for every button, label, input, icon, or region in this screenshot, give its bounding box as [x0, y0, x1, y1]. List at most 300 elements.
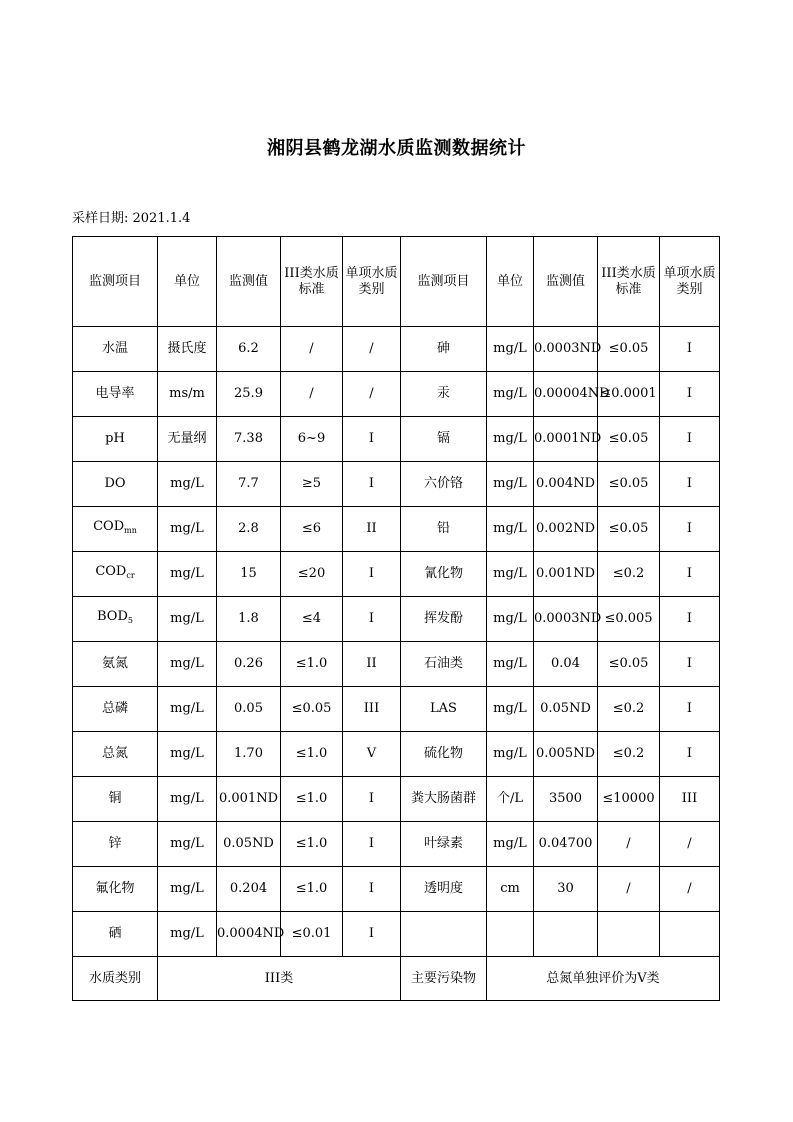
right-class-cell [660, 912, 720, 957]
right-unit-text: mg/L [493, 566, 527, 581]
right-class-text: I [686, 341, 693, 356]
right-unit-text: mg/L [493, 431, 527, 446]
right-value-cell [534, 417, 602, 462]
right-class-text: / [687, 881, 692, 896]
right-class-cell [660, 327, 720, 372]
right-standard-cell [598, 372, 660, 417]
right-value-text: 0.04700 [538, 836, 593, 851]
right-value-text: 0.005ND [535, 746, 595, 761]
right-class-text: I [686, 476, 693, 491]
left-item-text: DO [104, 476, 126, 491]
right-value-text: 0.00004ND [534, 386, 610, 401]
left-class-text: I [368, 881, 375, 896]
left-unit-cell [158, 822, 217, 867]
right-standard-cell [598, 687, 660, 732]
right-standard-text: ≤0.2 [612, 746, 645, 761]
left-item-subscript: cr [126, 571, 135, 580]
left-item-cell [73, 867, 158, 912]
right-class-cell [660, 732, 720, 777]
left-item-text: COD [95, 564, 127, 579]
left-unit-cell [158, 777, 217, 822]
left-standard-text: ≤1.0 [295, 746, 328, 761]
left-item-cell [73, 687, 158, 732]
left-value-text: 1.70 [234, 746, 263, 761]
left-class-cell [343, 327, 401, 372]
left-standard-cell [281, 597, 343, 642]
header-cell: III类水质标准 [598, 237, 660, 327]
right-item-text: 挥发酚 [423, 611, 463, 626]
left-item-cell [73, 642, 158, 687]
left-unit-cell [158, 867, 217, 912]
left-unit-text: mg/L [170, 701, 204, 716]
right-item-cell [401, 417, 487, 462]
left-value-cell [217, 687, 281, 732]
right-value-cell [534, 597, 602, 642]
left-item-cell [73, 327, 158, 372]
left-unit-text: mg/L [170, 836, 204, 851]
right-value-text: 0.002ND [535, 521, 595, 536]
right-item-cell [401, 642, 487, 687]
left-unit-cell [158, 507, 217, 552]
left-class-cell [343, 642, 401, 687]
right-item-cell [401, 777, 487, 822]
right-value-cell [534, 327, 602, 372]
right-class-text: I [686, 701, 693, 716]
table-row [73, 462, 720, 507]
right-standard-cell [598, 462, 660, 507]
left-item-cell [73, 462, 158, 507]
left-value-text: 7.7 [238, 476, 259, 491]
left-class-text: V [366, 746, 377, 761]
right-item-cell [401, 822, 487, 867]
left-class-cell [343, 507, 401, 552]
right-standard-text: ≤0.2 [612, 701, 645, 716]
left-unit-text: mg/L [170, 656, 204, 671]
left-standard-text: ≤0.01 [291, 926, 332, 941]
left-value-cell [217, 732, 281, 777]
left-value-cell [217, 867, 281, 912]
right-item-cell [401, 327, 487, 372]
left-standard-text: 6~9 [297, 431, 326, 446]
left-value-text: 2.8 [238, 521, 259, 536]
right-class-text: I [686, 566, 693, 581]
right-item-text: 六价铬 [423, 476, 463, 491]
right-item-cell [401, 867, 487, 912]
right-value-text: 0.004ND [535, 476, 595, 491]
left-value-text: 0.0004ND [217, 926, 285, 941]
left-standard-cell [281, 867, 343, 912]
left-value-text: 7.38 [234, 431, 263, 446]
right-class-text: I [686, 656, 693, 671]
table-row [73, 327, 720, 372]
right-value-cell [534, 822, 598, 867]
left-value-cell [217, 822, 281, 867]
table-row [73, 597, 720, 642]
left-value-text: 0.05ND [223, 836, 274, 851]
left-item-cell [73, 597, 158, 642]
left-unit-cell [158, 327, 217, 372]
left-unit-cell [158, 552, 217, 597]
right-class-cell [660, 372, 720, 417]
right-item-text: 镉 [436, 431, 450, 446]
left-value-cell [217, 597, 281, 642]
right-value-cell [534, 732, 598, 777]
right-standard-cell [598, 507, 660, 552]
left-unit-cell [158, 462, 217, 507]
left-item-cell [73, 732, 158, 777]
left-unit-cell [158, 642, 217, 687]
left-class-cell [343, 552, 401, 597]
right-class-cell [660, 777, 720, 822]
right-standard-text: ≤0.05 [608, 521, 649, 536]
right-unit-text: mg/L [493, 521, 527, 536]
right-unit-cell [487, 507, 534, 552]
water-quality-table [72, 236, 720, 1001]
left-value-text: 6.2 [238, 341, 259, 356]
right-standard-cell [598, 597, 660, 642]
right-value-text: 0.0001ND [534, 431, 602, 446]
right-unit-text: mg/L [493, 746, 527, 761]
right-value-cell [534, 912, 598, 957]
left-unit-cell [158, 687, 217, 732]
header-cell: 单项水质类别 [343, 237, 401, 327]
header-cell: 单项水质类别 [660, 237, 720, 327]
right-standard-text: ≤0.05 [608, 656, 649, 671]
table-row [73, 777, 720, 822]
left-standard-cell [281, 822, 343, 867]
left-item-cell [73, 912, 158, 957]
right-value-text: 0.001ND [535, 566, 595, 581]
left-class-cell [343, 462, 401, 507]
table-row [73, 507, 720, 552]
left-unit-cell [158, 417, 217, 462]
left-unit-text: mg/L [170, 476, 204, 491]
left-unit-text: mg/L [170, 746, 204, 761]
right-class-cell [660, 597, 720, 642]
left-class-text: II [366, 521, 377, 536]
right-class-text: I [686, 521, 693, 536]
left-standard-text: ≤1.0 [295, 881, 328, 896]
table-row [73, 552, 720, 597]
right-unit-cell [487, 462, 534, 507]
left-item-cell [73, 507, 158, 552]
left-class-text: / [369, 341, 374, 356]
left-class-text: III [363, 701, 380, 716]
right-class-cell [660, 552, 720, 597]
right-class-text: I [686, 431, 693, 446]
right-unit-text: mg/L [493, 836, 527, 851]
left-class-text: I [368, 791, 375, 806]
right-unit-text: mg/L [493, 386, 527, 401]
left-unit-text: ms/m [169, 386, 205, 401]
right-unit-cell [487, 732, 534, 777]
left-class-cell [343, 687, 401, 732]
left-item-text: 氨氮 [101, 656, 128, 671]
left-class-cell [343, 912, 401, 957]
left-item-cell [73, 822, 158, 867]
right-item-text: LAS [430, 701, 457, 716]
left-value-text: 15 [240, 566, 257, 581]
right-standard-text: ≤0.05 [608, 431, 649, 446]
left-value-text: 0.001ND [218, 791, 278, 806]
left-item-text: pH [105, 431, 125, 446]
left-standard-cell [281, 327, 343, 372]
right-standard-cell [598, 327, 660, 372]
left-value-cell [217, 642, 281, 687]
right-standard-text: ≤10000 [602, 791, 655, 806]
right-standard-cell [598, 867, 660, 912]
right-unit-cell [487, 552, 534, 597]
right-item-cell [401, 372, 487, 417]
left-standard-cell [281, 507, 343, 552]
left-standard-text: ≤0.05 [291, 701, 332, 716]
left-standard-text: ≤4 [301, 611, 322, 626]
right-value-cell [534, 642, 598, 687]
left-standard-text: / [309, 386, 314, 401]
right-value-cell [534, 777, 598, 822]
left-item-cell [73, 777, 158, 822]
left-class-cell [343, 372, 401, 417]
right-standard-text: ≤0.05 [608, 476, 649, 491]
left-standard-text: / [309, 341, 314, 356]
water-class-value: III类 [158, 957, 401, 1001]
left-unit-text: mg/L [170, 881, 204, 896]
right-standard-cell [598, 777, 660, 822]
left-value-cell [217, 552, 281, 597]
header-cell: 监测值 [534, 237, 598, 327]
left-value-cell [217, 912, 285, 957]
left-unit-text: mg/L [170, 926, 204, 941]
table-body [73, 237, 720, 957]
right-unit-text: mg/L [493, 701, 527, 716]
left-class-cell [343, 867, 401, 912]
left-class-text: I [368, 566, 375, 581]
main-pollutant-value: 总氮单独评价为V类 [487, 957, 720, 1001]
right-value-text: 30 [557, 881, 574, 896]
header-cell: 单位 [487, 237, 534, 327]
left-class-text: I [368, 431, 375, 446]
right-unit-text: cm [500, 881, 520, 896]
right-standard-cell [598, 642, 660, 687]
left-item-text: 硒 [108, 926, 122, 941]
right-item-cell [401, 507, 487, 552]
right-item-cell [401, 912, 487, 957]
right-standard-cell [598, 912, 660, 957]
table-row [73, 732, 720, 777]
right-unit-text: mg/L [493, 476, 527, 491]
right-class-cell [660, 687, 720, 732]
table-header-row [73, 237, 720, 327]
right-standard-text: / [626, 881, 631, 896]
right-item-text: 铅 [436, 521, 450, 536]
right-unit-cell [487, 867, 534, 912]
right-value-text: 3500 [548, 791, 583, 806]
right-item-text: 砷 [436, 341, 450, 356]
right-standard-text: ≤0.05 [608, 341, 649, 356]
right-unit-cell [487, 372, 534, 417]
left-unit-cell [158, 912, 217, 957]
right-item-text: 透明度 [423, 881, 463, 896]
right-standard-text: ≤0.0001 [600, 386, 657, 401]
left-standard-text: ≤1.0 [295, 791, 328, 806]
right-class-text: III [681, 791, 698, 806]
right-class-text: I [686, 386, 693, 401]
right-value-text: 0.0003ND [534, 611, 602, 626]
right-standard-cell [598, 417, 660, 462]
right-unit-text: mg/L [493, 656, 527, 671]
left-value-cell [217, 417, 281, 462]
right-unit-cell [487, 327, 534, 372]
right-class-cell [660, 417, 720, 462]
left-item-cell [73, 552, 158, 597]
left-unit-text: 摄氏度 [167, 341, 207, 356]
left-standard-text: ≤6 [301, 521, 322, 536]
left-class-text: I [368, 926, 375, 941]
right-value-cell [534, 372, 610, 417]
left-item-text: 氟化物 [95, 881, 135, 896]
right-standard-cell [598, 732, 660, 777]
right-item-text: 硫化物 [423, 746, 463, 761]
header-cell: 监测项目 [73, 237, 158, 327]
right-value-cell [534, 552, 598, 597]
left-value-text: 0.05 [234, 701, 263, 716]
left-standard-text: ≥5 [301, 476, 322, 491]
left-class-cell [343, 597, 401, 642]
right-item-cell [401, 552, 487, 597]
table-row [73, 372, 720, 417]
right-unit-cell [487, 417, 534, 462]
right-class-cell [660, 642, 720, 687]
table-row [73, 822, 720, 867]
left-item-cell [73, 417, 158, 462]
left-unit-cell [158, 732, 217, 777]
right-item-cell [401, 732, 487, 777]
right-class-text: / [687, 836, 692, 851]
left-class-text: II [366, 656, 377, 671]
right-item-text: 汞 [436, 386, 450, 401]
right-standard-text: ≤0.005 [604, 611, 653, 626]
right-item-text: 氰化物 [423, 566, 463, 581]
left-standard-text: ≤1.0 [295, 656, 328, 671]
left-standard-cell [281, 372, 343, 417]
right-unit-cell [487, 777, 534, 822]
left-value-cell [217, 372, 281, 417]
left-item-text: COD [93, 519, 125, 534]
table-row [73, 867, 720, 912]
left-standard-cell [281, 777, 343, 822]
left-value-cell [217, 462, 281, 507]
right-unit-text: mg/L [493, 341, 527, 356]
main-pollutant-label: 主要污染物 [401, 957, 487, 1001]
left-standard-cell [281, 732, 343, 777]
left-item-cell [73, 372, 158, 417]
table-row [73, 417, 720, 462]
left-class-text: I [368, 836, 375, 851]
right-standard-text: ≤0.2 [612, 566, 645, 581]
right-value-cell [534, 867, 598, 912]
right-unit-text: mg/L [493, 611, 527, 626]
right-value-cell [534, 507, 598, 552]
right-value-text: 0.05ND [540, 701, 591, 716]
left-standard-cell [281, 552, 343, 597]
left-unit-text: mg/L [170, 521, 204, 536]
left-item-text: 锌 [108, 836, 122, 851]
left-value-cell [217, 507, 281, 552]
right-standard-cell [598, 822, 660, 867]
right-class-cell [660, 867, 720, 912]
left-item-subscript: 5 [127, 616, 133, 625]
right-standard-cell [598, 552, 660, 597]
right-value-cell [534, 687, 598, 732]
left-class-text: I [368, 611, 375, 626]
left-standard-cell [281, 642, 343, 687]
right-unit-cell [487, 912, 534, 957]
left-unit-text: mg/L [170, 791, 204, 806]
left-standard-text: ≤1.0 [295, 836, 328, 851]
left-unit-cell [158, 597, 217, 642]
left-class-cell [343, 417, 401, 462]
right-item-text: 叶绿素 [423, 836, 463, 851]
left-value-cell [217, 327, 281, 372]
right-value-text: 0.0003ND [534, 341, 602, 356]
left-item-subscript: mn [124, 526, 137, 535]
right-item-cell [401, 687, 487, 732]
left-unit-cell [158, 372, 217, 417]
left-item-text: 水温 [101, 341, 128, 356]
right-value-text: 0.04 [551, 656, 580, 671]
right-standard-text: / [626, 836, 631, 851]
left-item-text: BOD [97, 609, 128, 624]
header-cell: 监测值 [217, 237, 281, 327]
left-unit-text: mg/L [170, 566, 204, 581]
right-class-cell [660, 462, 720, 507]
left-class-cell [343, 822, 401, 867]
right-item-text: 粪大肠菌群 [410, 791, 476, 806]
table-row [73, 642, 720, 687]
header-cell: 监测项目 [401, 237, 487, 327]
right-unit-cell [487, 822, 534, 867]
water-class-label: 水质类别 [73, 957, 158, 1001]
left-unit-text: mg/L [170, 611, 204, 626]
right-item-cell [401, 462, 487, 507]
left-class-text: I [368, 476, 375, 491]
left-item-text: 电导率 [95, 386, 135, 401]
left-value-text: 0.26 [234, 656, 263, 671]
left-value-text: 25.9 [234, 386, 263, 401]
left-standard-text: ≤20 [297, 566, 326, 581]
left-unit-text: 无量纲 [167, 431, 207, 446]
left-class-cell [343, 732, 401, 777]
left-value-text: 1.8 [238, 611, 259, 626]
left-standard-cell [281, 462, 343, 507]
table-row [73, 687, 720, 732]
right-item-cell [401, 597, 487, 642]
right-unit-cell [487, 642, 534, 687]
right-unit-cell [487, 687, 534, 732]
left-item-text: 总磷 [101, 701, 128, 716]
table-footer-row [73, 957, 720, 1001]
header-cell: III类水质标准 [281, 237, 343, 327]
right-class-text: I [686, 746, 693, 761]
left-value-text: 0.204 [229, 881, 268, 896]
table-row [73, 912, 720, 957]
right-item-text: 石油类 [423, 656, 463, 671]
left-standard-cell [281, 912, 343, 957]
left-item-text: 总氮 [101, 746, 128, 761]
left-value-cell [217, 777, 281, 822]
right-unit-cell [487, 597, 534, 642]
left-item-text: 铜 [108, 791, 122, 806]
